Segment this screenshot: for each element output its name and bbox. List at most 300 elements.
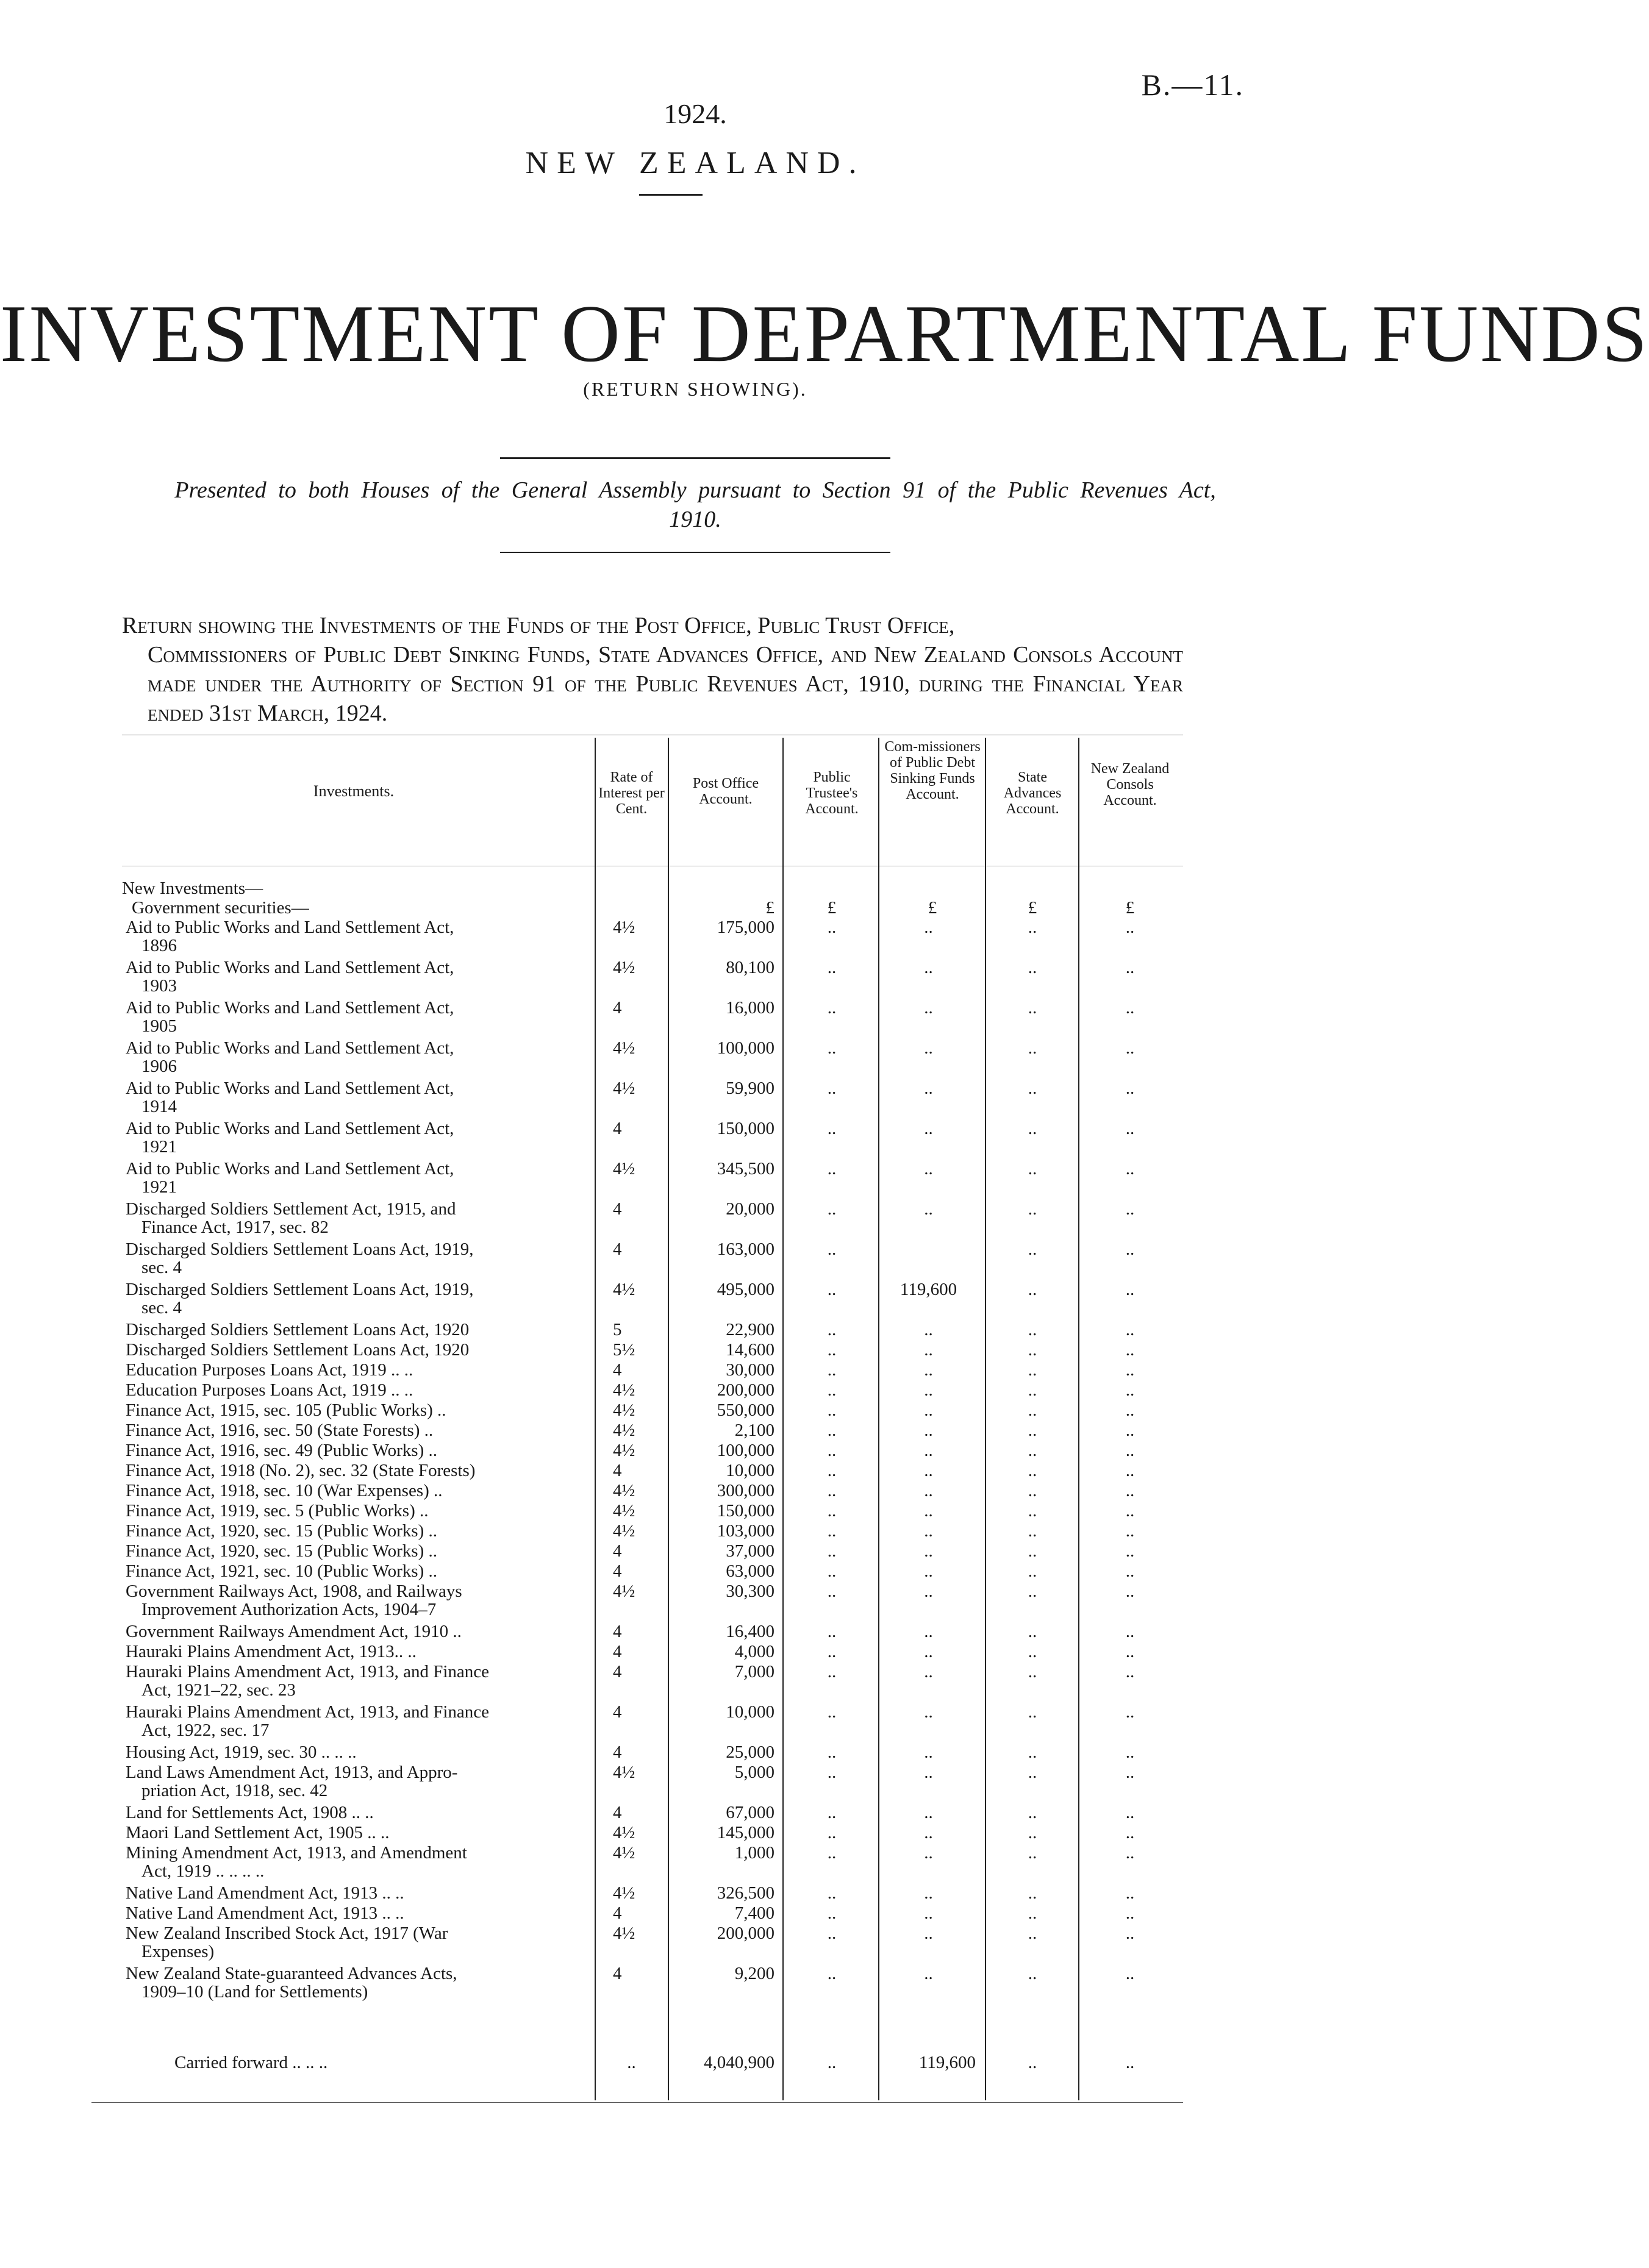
row-description — [126, 999, 577, 1035]
row-post-office: 100,000 — [717, 1038, 774, 1058]
row-description-line2: Improvement Authorization Acts, 1904–7 — [141, 1600, 437, 1619]
row-rate: 4½ — [613, 1038, 635, 1058]
row-description — [126, 1884, 577, 1902]
row-description-line2: priation Act, 1918, sec. 42 — [141, 1781, 328, 1800]
row-state-advances: .. — [1028, 1461, 1037, 1480]
row-consols: .. — [1125, 1199, 1135, 1219]
row-consols: .. — [1125, 958, 1135, 977]
row-post-office: 10,000 — [726, 1461, 774, 1480]
row-commissioners: .. — [924, 1903, 933, 1923]
row-description-line1: Discharged Soldiers Settlement Loans Act, 1919, — [126, 1280, 474, 1299]
row-public-trustee: .. — [827, 1461, 837, 1480]
col-rule-4 — [878, 738, 879, 2100]
col-header-rate: Rate of Interest per Cent. — [598, 769, 665, 817]
row-state-advances: .. — [1028, 1964, 1037, 1983]
row-consols: .. — [1125, 1642, 1135, 1661]
row-consols: .. — [1125, 1843, 1135, 1863]
row-commissioners: .. — [924, 1742, 933, 1762]
row-description-line1: Education Purposes Loans Act, 1919 .. .. — [126, 1360, 413, 1380]
carried-forward-label: Carried forward .. .. .. — [174, 2053, 328, 2072]
row-commissioners: .. — [924, 1883, 933, 1903]
col-rule-2 — [668, 738, 669, 2100]
row-description — [126, 1341, 577, 1359]
row-public-trustee: .. — [827, 1038, 837, 1058]
row-description — [126, 1039, 577, 1075]
row-rate: 4 — [613, 1239, 622, 1259]
row-state-advances: .. — [1028, 1079, 1037, 1098]
row-description-line2: 1905 — [141, 1016, 177, 1036]
row-description-line1: Maori Land Settlement Act, 1905 .. .. — [126, 1823, 390, 1842]
row-state-advances: .. — [1028, 1340, 1037, 1360]
row-consols: .. — [1125, 1702, 1135, 1722]
row-state-advances: .. — [1028, 1742, 1037, 1762]
row-commissioners: .. — [924, 918, 933, 937]
row-description — [126, 1642, 577, 1661]
row-description — [126, 1200, 577, 1236]
currency-post-office: £ — [765, 898, 774, 918]
section-new-investments: New Investments— — [122, 879, 263, 898]
row-consols: .. — [1125, 1903, 1135, 1923]
row-consols: .. — [1125, 1159, 1135, 1179]
row-description — [126, 1562, 577, 1580]
row-public-trustee: .. — [827, 1662, 837, 1681]
row-description-line1: Native Land Amendment Act, 1913 .. .. — [126, 1883, 404, 1903]
row-consols: .. — [1125, 1441, 1135, 1460]
row-rate: 4½ — [613, 1924, 635, 1943]
row-post-office: 145,000 — [717, 1823, 774, 1842]
row-description — [126, 1381, 577, 1399]
row-consols: .. — [1125, 1239, 1135, 1259]
row-post-office: 326,500 — [717, 1883, 774, 1903]
row-public-trustee: .. — [827, 1924, 837, 1943]
row-rate: 5 — [613, 1320, 622, 1339]
row-public-trustee: .. — [827, 1159, 837, 1179]
row-consols: .. — [1125, 1079, 1135, 1098]
row-consols: .. — [1125, 1340, 1135, 1360]
row-rate: 4 — [613, 1561, 622, 1581]
row-description — [126, 1321, 577, 1339]
row-post-office: 1,000 — [734, 1843, 774, 1863]
row-description — [126, 1763, 577, 1800]
row-description-line2: Act, 1919 .. .. .. .. — [141, 1861, 265, 1881]
row-public-trustee: .. — [827, 1501, 837, 1521]
row-consols: .. — [1125, 1541, 1135, 1561]
row-state-advances: .. — [1028, 1763, 1037, 1782]
row-description-line2: 1906 — [141, 1057, 177, 1076]
row-consols: .. — [1125, 1662, 1135, 1681]
row-commissioners: .. — [924, 1340, 933, 1360]
currency-state-advances: £ — [1028, 898, 1037, 918]
row-post-office: 5,000 — [734, 1763, 774, 1782]
row-public-trustee: .. — [827, 1883, 837, 1903]
row-post-office: 345,500 — [717, 1159, 774, 1179]
row-description-line1: Finance Act, 1916, sec. 50 (State Forests) .. — [126, 1421, 434, 1440]
carried-forward-commissioners: 119,600 — [918, 2053, 976, 2072]
row-post-office: 16,000 — [726, 998, 774, 1018]
row-description — [126, 1079, 577, 1116]
row-description-line1: Discharged Soldiers Settlement Loans Act, 1920 — [126, 1340, 470, 1360]
row-commissioners: .. — [924, 1400, 933, 1420]
row-description-line1: Finance Act, 1920, sec. 15 (Public Works) .. — [126, 1521, 437, 1541]
row-public-trustee: .. — [827, 1642, 837, 1661]
row-consols: .. — [1125, 1521, 1135, 1541]
row-description-line1: Native Land Amendment Act, 1913 .. .. — [126, 1903, 404, 1923]
row-description-line2: Finance Act, 1917, sec. 82 — [141, 1218, 329, 1237]
row-rate: 4 — [613, 998, 622, 1018]
row-commissioners: .. — [924, 1380, 933, 1400]
col-header-public-trustee: Public Trustee's Account. — [805, 769, 859, 817]
row-rate: 5½ — [613, 1340, 635, 1360]
row-description — [126, 1502, 577, 1520]
currency-public-trustee: £ — [827, 898, 837, 918]
row-consols: .. — [1125, 1742, 1135, 1762]
row-rate: 4½ — [613, 1501, 635, 1521]
carried-forward-rate: .. — [627, 2053, 636, 2072]
row-post-office: 150,000 — [717, 1501, 774, 1521]
row-rate: 4½ — [613, 1079, 635, 1098]
row-rate: 4½ — [613, 1421, 635, 1440]
row-public-trustee: .. — [827, 1964, 837, 1983]
row-consols: .. — [1125, 998, 1135, 1018]
row-description-line1: Housing Act, 1919, sec. 30 .. .. .. — [126, 1742, 357, 1762]
row-description-line1: Aid to Public Works and Land Settlement Act, — [126, 918, 454, 937]
row-state-advances: .. — [1028, 1883, 1037, 1903]
row-consols: .. — [1125, 1038, 1135, 1058]
row-rate: 4 — [613, 1199, 622, 1219]
row-state-advances: .. — [1028, 1541, 1037, 1561]
row-rate: 4 — [613, 1742, 622, 1762]
carried-forward-public-trustee: .. — [827, 2053, 837, 2072]
row-description — [126, 1361, 577, 1379]
row-description — [126, 1401, 577, 1419]
carried-forward-state-advances: .. — [1028, 2053, 1037, 2072]
row-state-advances: .. — [1028, 1280, 1037, 1299]
row-state-advances: .. — [1028, 1622, 1037, 1641]
row-description-line1: New Zealand Inscribed Stock Act, 1917 (War — [126, 1924, 448, 1943]
row-post-office: 14,600 — [726, 1340, 774, 1360]
row-post-office: 22,900 — [726, 1320, 774, 1339]
row-public-trustee: .. — [827, 1119, 837, 1138]
row-description — [126, 1119, 577, 1156]
row-consols: .. — [1125, 1763, 1135, 1782]
row-rate: 4 — [613, 1903, 622, 1923]
row-consols: .. — [1125, 1924, 1135, 1943]
row-consols: .. — [1125, 1803, 1135, 1822]
row-rate: 4½ — [613, 1159, 635, 1179]
presented-note: Presented to both Houses of the General Assembly pursuant to Section 91 of the Public Revenues Act, 1910. — [174, 477, 1216, 532]
row-description-line1: Aid to Public Works and Land Settlement Act, — [126, 958, 454, 977]
document-title: INVESTMENT OF DEPARTMENTAL FUNDS — [0, 288, 1649, 379]
row-commissioners: .. — [924, 1622, 933, 1641]
row-description-line1: Education Purposes Loans Act, 1919 .. .. — [126, 1380, 413, 1400]
row-commissioners: .. — [924, 1803, 933, 1822]
row-post-office: 2,100 — [734, 1421, 774, 1440]
row-rate: 4½ — [613, 1521, 635, 1541]
row-description — [126, 1421, 577, 1439]
row-description-line1: Finance Act, 1920, sec. 15 (Public Works) .. — [126, 1541, 437, 1561]
row-consols: .. — [1125, 918, 1135, 937]
row-rate: 4 — [613, 1662, 622, 1681]
row-post-office: 495,000 — [717, 1280, 774, 1299]
row-description-line1: Aid to Public Works and Land Settlement Act, — [126, 1079, 454, 1098]
col-header-investments: Investments. — [313, 782, 395, 800]
row-post-office: 20,000 — [726, 1199, 774, 1219]
row-public-trustee: .. — [827, 1541, 837, 1561]
row-description — [126, 1522, 577, 1540]
row-consols: .. — [1125, 1320, 1135, 1339]
row-commissioners: .. — [924, 1823, 933, 1842]
row-public-trustee: .. — [827, 1360, 837, 1380]
row-consols: .. — [1125, 1561, 1135, 1581]
row-public-trustee: .. — [827, 958, 837, 977]
row-description-line1: Hauraki Plains Amendment Act, 1913.. .. — [126, 1642, 417, 1661]
row-state-advances: .. — [1028, 1561, 1037, 1581]
row-commissioners: .. — [924, 1662, 933, 1681]
row-description-line1: Government Railways Act, 1908, and Railways — [126, 1582, 462, 1601]
currency-commissioners: £ — [928, 898, 937, 918]
row-public-trustee: .. — [827, 918, 837, 937]
row-state-advances: .. — [1028, 1038, 1037, 1058]
row-post-office: 16,400 — [726, 1622, 774, 1641]
row-rate: 4½ — [613, 1380, 635, 1400]
row-post-office: 103,000 — [717, 1521, 774, 1541]
row-consols: .. — [1125, 1582, 1135, 1601]
row-state-advances: .. — [1028, 1481, 1037, 1500]
row-state-advances: .. — [1028, 1582, 1037, 1601]
row-commissioners: .. — [924, 1561, 933, 1581]
row-description-line2: Act, 1921–22, sec. 23 — [141, 1680, 296, 1700]
row-description-line1: Land for Settlements Act, 1908 .. .. — [126, 1803, 374, 1822]
row-rate: 4½ — [613, 1883, 635, 1903]
row-post-office: 4,000 — [734, 1642, 774, 1661]
row-rate: 4½ — [613, 1823, 635, 1842]
row-public-trustee: .. — [827, 1561, 837, 1581]
row-public-trustee: .. — [827, 1843, 837, 1863]
row-post-office: 25,000 — [726, 1742, 774, 1762]
row-description — [126, 1441, 577, 1460]
row-post-office: 200,000 — [717, 1380, 774, 1400]
row-state-advances: .. — [1028, 1843, 1037, 1863]
row-public-trustee: .. — [827, 1742, 837, 1762]
row-commissioners: 119,600 — [900, 1280, 957, 1299]
row-rate: 4 — [613, 1964, 622, 1983]
col-header-commissioners: Com-missioners of Public Debt Sinking Funds Account. — [884, 739, 981, 802]
row-commissioners: .. — [924, 1964, 933, 1983]
row-post-office: 200,000 — [717, 1924, 774, 1943]
row-state-advances: .. — [1028, 1662, 1037, 1681]
row-public-trustee: .. — [827, 1521, 837, 1541]
row-description-line1: Land Laws Amendment Act, 1913, and Appro- — [126, 1763, 458, 1782]
row-description-line2: 1909–10 (Land for Settlements) — [141, 1982, 368, 2002]
row-description — [126, 1280, 577, 1317]
row-post-office: 63,000 — [726, 1561, 774, 1581]
row-consols: .. — [1125, 1400, 1135, 1420]
row-rate: 4 — [613, 1360, 622, 1380]
section-government-securities: Government securities— — [132, 898, 309, 918]
row-rate: 4 — [613, 1622, 622, 1641]
row-public-trustee: .. — [827, 998, 837, 1018]
row-description — [126, 1160, 577, 1196]
row-description-line2: 1921 — [141, 1137, 177, 1157]
row-commissioners: .. — [924, 1421, 933, 1440]
row-state-advances: .. — [1028, 1199, 1037, 1219]
row-public-trustee: .. — [827, 1903, 837, 1923]
row-commissioners: .. — [924, 1843, 933, 1863]
row-description-line1: Finance Act, 1918, sec. 10 (War Expenses) .. — [126, 1481, 443, 1500]
row-description — [126, 1240, 577, 1277]
carried-forward-post-office: 4,040,900 — [704, 2053, 774, 2072]
row-commissioners: .. — [924, 1360, 933, 1380]
row-public-trustee: .. — [827, 1340, 837, 1360]
row-public-trustee: .. — [827, 1763, 837, 1782]
row-commissioners: .. — [924, 1642, 933, 1661]
row-state-advances: .. — [1028, 1360, 1037, 1380]
row-post-office: 100,000 — [717, 1441, 774, 1460]
row-state-advances: .. — [1028, 918, 1037, 937]
row-commissioners: .. — [924, 1521, 933, 1541]
row-commissioners: .. — [924, 1038, 933, 1058]
row-rate: 4½ — [613, 1763, 635, 1782]
row-rate: 4 — [613, 1642, 622, 1661]
row-public-trustee: .. — [827, 1582, 837, 1601]
row-state-advances: .. — [1028, 1380, 1037, 1400]
row-description-line2: sec. 4 — [141, 1258, 182, 1277]
row-description — [126, 1663, 577, 1699]
row-consols: .. — [1125, 1280, 1135, 1299]
return-heading-first-line: Return showing the Investments of the Funds of the Post Office, Public Trust Office, — [122, 613, 955, 638]
row-post-office: 550,000 — [717, 1400, 774, 1420]
row-state-advances: .. — [1028, 1320, 1037, 1339]
row-post-office: 7,000 — [734, 1662, 774, 1681]
row-description-line1: Government Railways Amendment Act, 1910 .. — [126, 1622, 462, 1641]
row-post-office: 300,000 — [717, 1481, 774, 1500]
row-public-trustee: .. — [827, 1421, 837, 1440]
row-description — [126, 1743, 577, 1761]
row-consols: .. — [1125, 1119, 1135, 1138]
row-description — [126, 1703, 577, 1739]
row-post-office: 150,000 — [717, 1119, 774, 1138]
row-post-office: 163,000 — [717, 1239, 774, 1259]
col-header-state-advances: State Advances Account. — [1003, 769, 1062, 817]
row-description-line1: Discharged Soldiers Settlement Loans Act, 1920 — [126, 1320, 470, 1339]
row-description — [126, 1904, 577, 1922]
row-description-line1: Discharged Soldiers Settlement Loans Act, 1919, — [126, 1239, 474, 1259]
row-rate: 4 — [613, 1803, 622, 1822]
row-commissioners: .. — [924, 958, 933, 977]
row-public-trustee: .. — [827, 1320, 837, 1339]
row-description — [126, 1803, 577, 1822]
row-consols: .. — [1125, 1380, 1135, 1400]
row-consols: .. — [1125, 1461, 1135, 1480]
row-rate: 4½ — [613, 1400, 635, 1420]
page-reference: B.—11. — [1141, 68, 1244, 102]
row-consols: .. — [1125, 1501, 1135, 1521]
row-commissioners: .. — [924, 1702, 933, 1722]
row-post-office: 67,000 — [726, 1803, 774, 1822]
row-description-line1: Finance Act, 1918 (No. 2), sec. 32 (State Forests) — [126, 1461, 476, 1480]
row-description-line1: Finance Act, 1919, sec. 5 (Public Works) .. — [126, 1501, 429, 1521]
row-description-line1: Hauraki Plains Amendment Act, 1913, and Finance — [126, 1662, 490, 1681]
row-consols: .. — [1125, 1360, 1135, 1380]
row-state-advances: .. — [1028, 1441, 1037, 1460]
row-rate: 4 — [613, 1119, 622, 1138]
row-description-line1: Finance Act, 1921, sec. 10 (Public Works) .. — [126, 1561, 437, 1581]
row-state-advances: .. — [1028, 1903, 1037, 1923]
row-commissioners: .. — [924, 1501, 933, 1521]
row-description — [126, 1844, 577, 1880]
row-consols: .. — [1125, 1622, 1135, 1641]
row-rate: 4 — [613, 1541, 622, 1561]
row-commissioners: .. — [924, 1159, 933, 1179]
row-description — [126, 1622, 577, 1641]
row-rate: 4½ — [613, 1843, 635, 1863]
row-commissioners: .. — [924, 1541, 933, 1561]
bottom-rule — [91, 2102, 1183, 2103]
row-commissioners: .. — [924, 998, 933, 1018]
row-state-advances: .. — [1028, 1421, 1037, 1440]
row-description-line2: Act, 1922, sec. 17 — [141, 1721, 270, 1740]
row-description — [126, 1824, 577, 1842]
row-state-advances: .. — [1028, 1159, 1037, 1179]
row-post-office: 80,100 — [726, 958, 774, 977]
row-description-line1: Discharged Soldiers Settlement Act, 1915, and — [126, 1199, 456, 1219]
row-commissioners: .. — [924, 1079, 933, 1098]
row-description-line2: 1921 — [141, 1177, 177, 1197]
row-public-trustee: .. — [827, 1400, 837, 1420]
row-post-office: 30,300 — [726, 1582, 774, 1601]
row-commissioners: .. — [924, 1320, 933, 1339]
row-state-advances: .. — [1028, 1501, 1037, 1521]
row-public-trustee: .. — [827, 1803, 837, 1822]
row-public-trustee: .. — [827, 1079, 837, 1098]
col-rule-1 — [595, 738, 596, 2100]
row-commissioners: .. — [924, 1199, 933, 1219]
row-description — [126, 1482, 577, 1500]
row-state-advances: .. — [1028, 1642, 1037, 1661]
row-post-office: 9,200 — [734, 1964, 774, 1983]
row-state-advances: .. — [1028, 1400, 1037, 1420]
document-country: NEW ZEALAND. — [525, 146, 865, 180]
row-public-trustee: .. — [827, 1441, 837, 1460]
row-rate: 4½ — [613, 918, 635, 937]
row-description-line1: New Zealand State-guaranteed Advances Acts, — [126, 1964, 457, 1983]
row-description — [126, 918, 577, 955]
row-public-trustee: .. — [827, 1280, 837, 1299]
row-description — [126, 1461, 577, 1480]
row-state-advances: .. — [1028, 1119, 1037, 1138]
row-post-office: 7,400 — [734, 1903, 774, 1923]
row-description-line2: sec. 4 — [141, 1298, 182, 1318]
row-consols: .. — [1125, 1481, 1135, 1500]
row-description-line1: Finance Act, 1916, sec. 49 (Public Works) .. — [126, 1441, 437, 1460]
row-post-office: 37,000 — [726, 1541, 774, 1561]
row-rate: 4½ — [613, 1582, 635, 1601]
row-commissioners: .. — [924, 1441, 933, 1460]
row-state-advances: .. — [1028, 958, 1037, 977]
row-description-line2: 1903 — [141, 976, 177, 996]
col-header-post-office: Post Office Account. — [692, 776, 759, 807]
row-rate: 4½ — [613, 1481, 635, 1500]
row-description-line2: Expenses) — [141, 1942, 215, 1961]
row-public-trustee: .. — [827, 1199, 837, 1219]
row-description-line1: Hauraki Plains Amendment Act, 1913, and Finance — [126, 1702, 490, 1722]
row-consols: .. — [1125, 1964, 1135, 1983]
row-rate: 4 — [613, 1461, 622, 1480]
row-post-office: 10,000 — [726, 1702, 774, 1722]
return-heading-rest: Commissioners of Public Debt Sinking Funds, State Advances Office, and New Zealand Consols Account made under the Authority of Section 91 of the Public Revenues Act, 1910, during the Financial Year ended 31st March, 1924. — [148, 642, 1183, 726]
row-commissioners: .. — [924, 1582, 933, 1601]
row-description — [126, 1542, 577, 1560]
